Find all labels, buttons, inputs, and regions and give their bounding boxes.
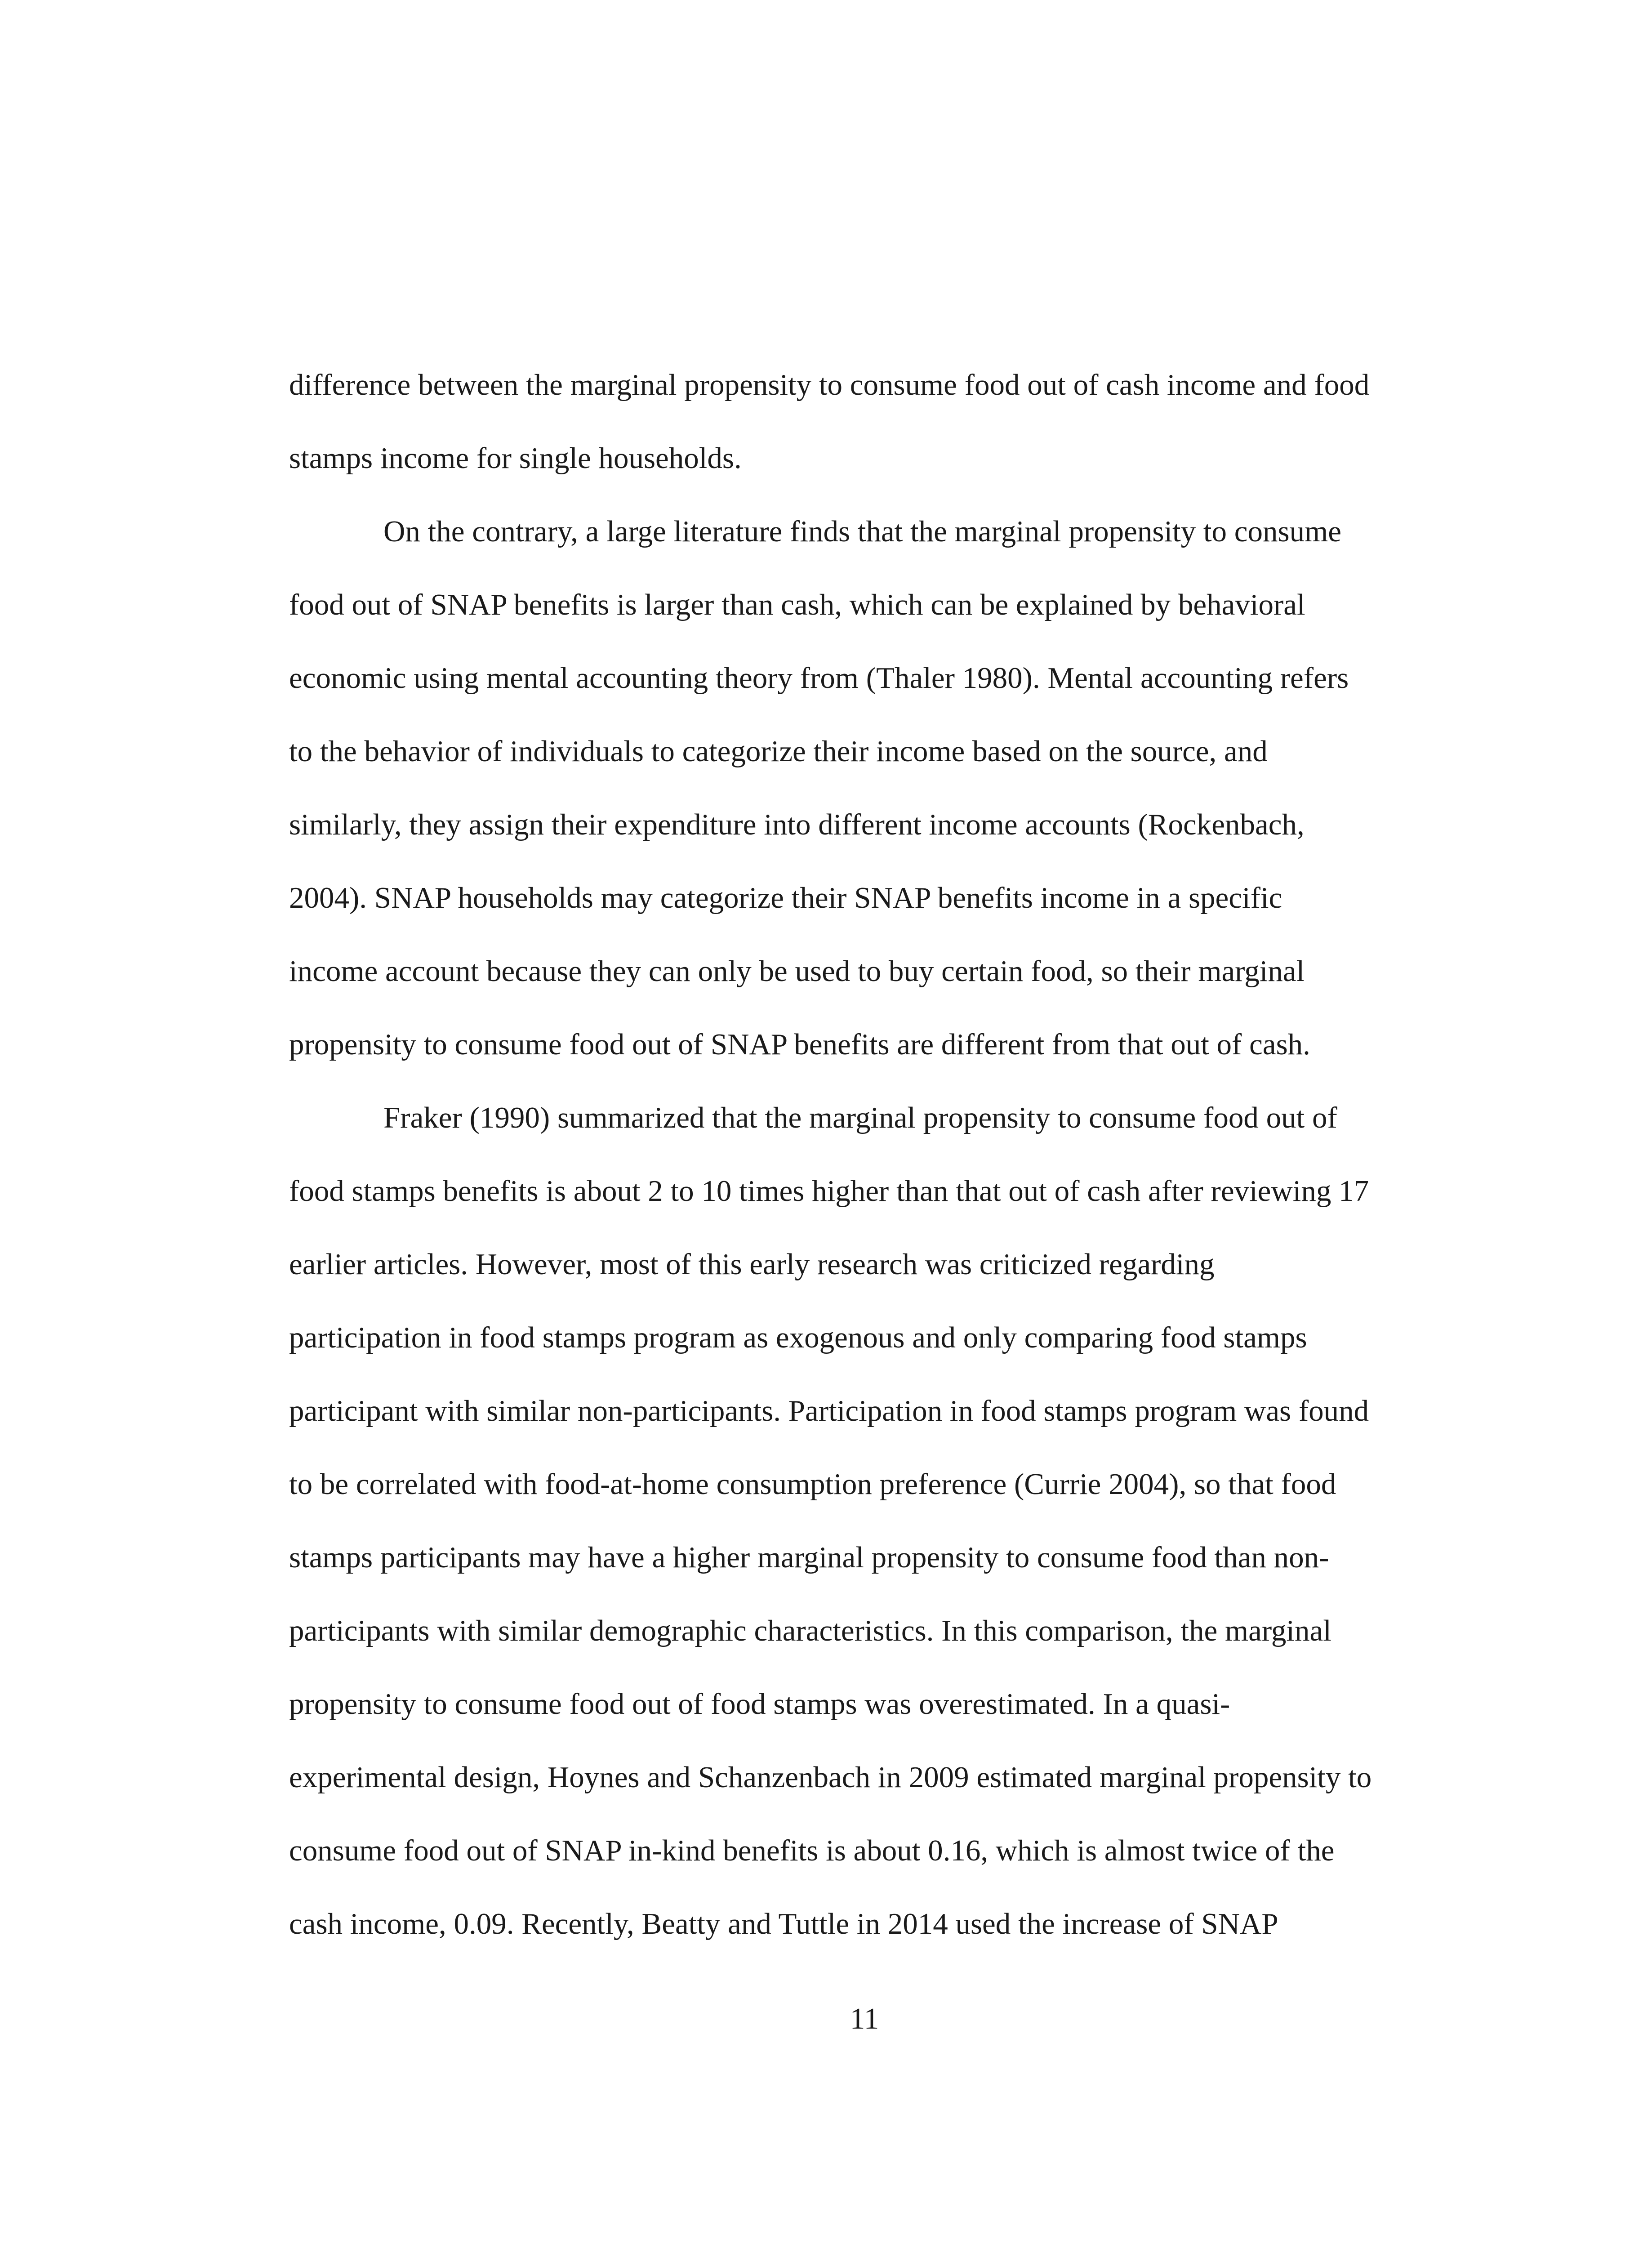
text-line: 2004). SNAP households may categorize their SNAP benefits income in a specific [289, 881, 1282, 914]
text-line: difference between the marginal propensity to consume food out of cash income and food [289, 368, 1370, 401]
text-line: food out of SNAP benefits is larger than cash, which can be explained by behavioral [289, 588, 1305, 621]
text-line: economic using mental accounting theory from (Thaler 1980). Mental accounting refers [289, 661, 1349, 695]
text-line: propensity to consume food out of food stamps was overestimated. In a quasi- [289, 1687, 1230, 1721]
text-line: consume food out of SNAP in-kind benefits is about 0.16, which is almost twice of the [289, 1834, 1335, 1867]
text-line: income account because they can only be used to buy certain food, so their marginal [289, 955, 1305, 988]
text-line: participants with similar demographic characteristics. In this comparison, the marginal [289, 1614, 1331, 1647]
text-line: participation in food stamps program as exogenous and only comparing food stamps [289, 1321, 1307, 1354]
text-line: On the contrary, a large literature finds that the marginal propensity to consume [383, 515, 1341, 548]
text-line: cash income, 0.09. Recently, Beatty and Tuttle in 2014 used the increase of SNAP [289, 1907, 1278, 1940]
paragraph-mental-accounting [289, 495, 1440, 1081]
text-line: stamps participants may have a higher marginal propensity to consume food than non- [289, 1541, 1329, 1574]
text-line: earlier articles. However, most of this early research was criticized regarding [289, 1248, 1215, 1281]
text-line: Fraker (1990) summarized that the marginal propensity to consume food out of [383, 1101, 1337, 1134]
text-line: to the behavior of individuals to categorize their income based on the source, and [289, 735, 1268, 768]
text-line: participant with similar non-participants. Participation in food stamps program was found [289, 1394, 1369, 1427]
text-line: similarly, they assign their expenditure into different income accounts (Rockenbach, [289, 808, 1305, 841]
text-line: experimental design, Hoynes and Schanzenbach in 2009 estimated marginal propensity to [289, 1761, 1372, 1794]
text-line: stamps income for single households. [289, 442, 742, 475]
page-number: 11 [850, 2002, 879, 2035]
body-text [289, 348, 1440, 1961]
text-line: propensity to consume food out of SNAP benefits are different from that out of cash. [289, 1028, 1310, 1061]
paragraph-literature-review [289, 1081, 1440, 1961]
paragraph-continuation [289, 348, 1440, 495]
text-line: food stamps benefits is about 2 to 10 times higher than that out of cash after reviewing 17 [289, 1174, 1369, 1208]
text-line: to be correlated with food-at-home consumption preference (Currie 2004), so that food [289, 1467, 1336, 1501]
